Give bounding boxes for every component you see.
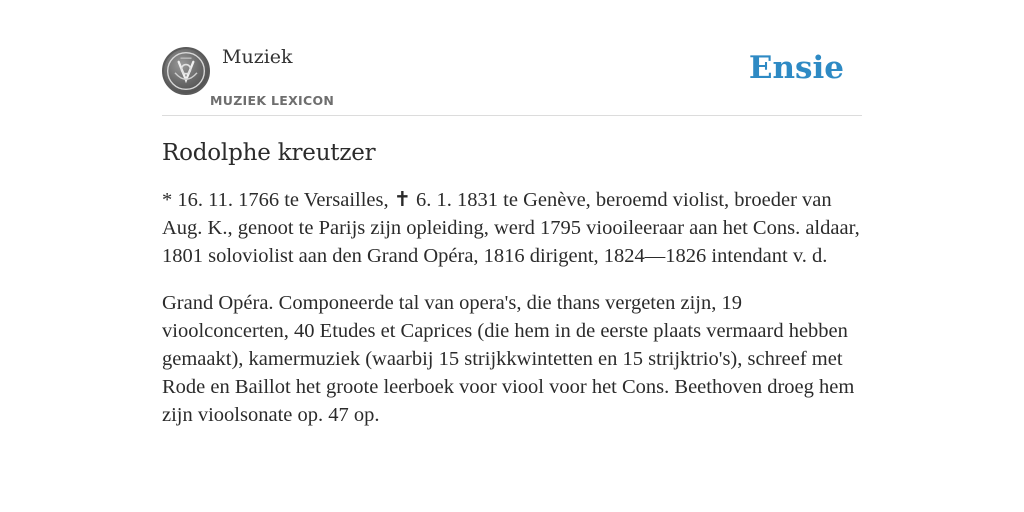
dictionary-name-link[interactable]: Muziek xyxy=(222,46,293,68)
article-card xyxy=(162,40,862,429)
music-emblem-icon[interactable] xyxy=(162,47,210,95)
article-title: Rodolphe kreutzer xyxy=(162,140,376,166)
ensie-logo-link[interactable]: Ensie xyxy=(748,50,844,86)
dictionary-subtitle: MUZIEK LEXICON xyxy=(210,93,335,108)
article-paragraph: * 16. 11. 1766 te Versailles, ✝ 6. 1. 1831 te Genève, beroemd violist, broeder van Aug. K., genoot te Parijs zijn opleiding, werd 1795 viooileeraar aan het Cons. aldaar, 1801 soloviolist aan den Grand Opéra, 1816 dirigent, 1824—1826 intendant v. d. xyxy=(162,189,860,267)
article-paragraph: Grand Opéra. Componeerde tal van opera's, die thans vergeten zijn, 19 vioolconcerten, 40 Etudes et Caprices (die hem in de eerste plaats vermaard hebben gemaakt), kamermuziek (waarbij 15 strijkkwintetten en 15 strijktrio's), schreef met Rode en Baillot het groote leerboek voor viool voor het Cons. Beethoven droeg hem zijn vioolsonate op. 47 op. xyxy=(162,292,855,426)
dictionary-header xyxy=(162,40,862,116)
